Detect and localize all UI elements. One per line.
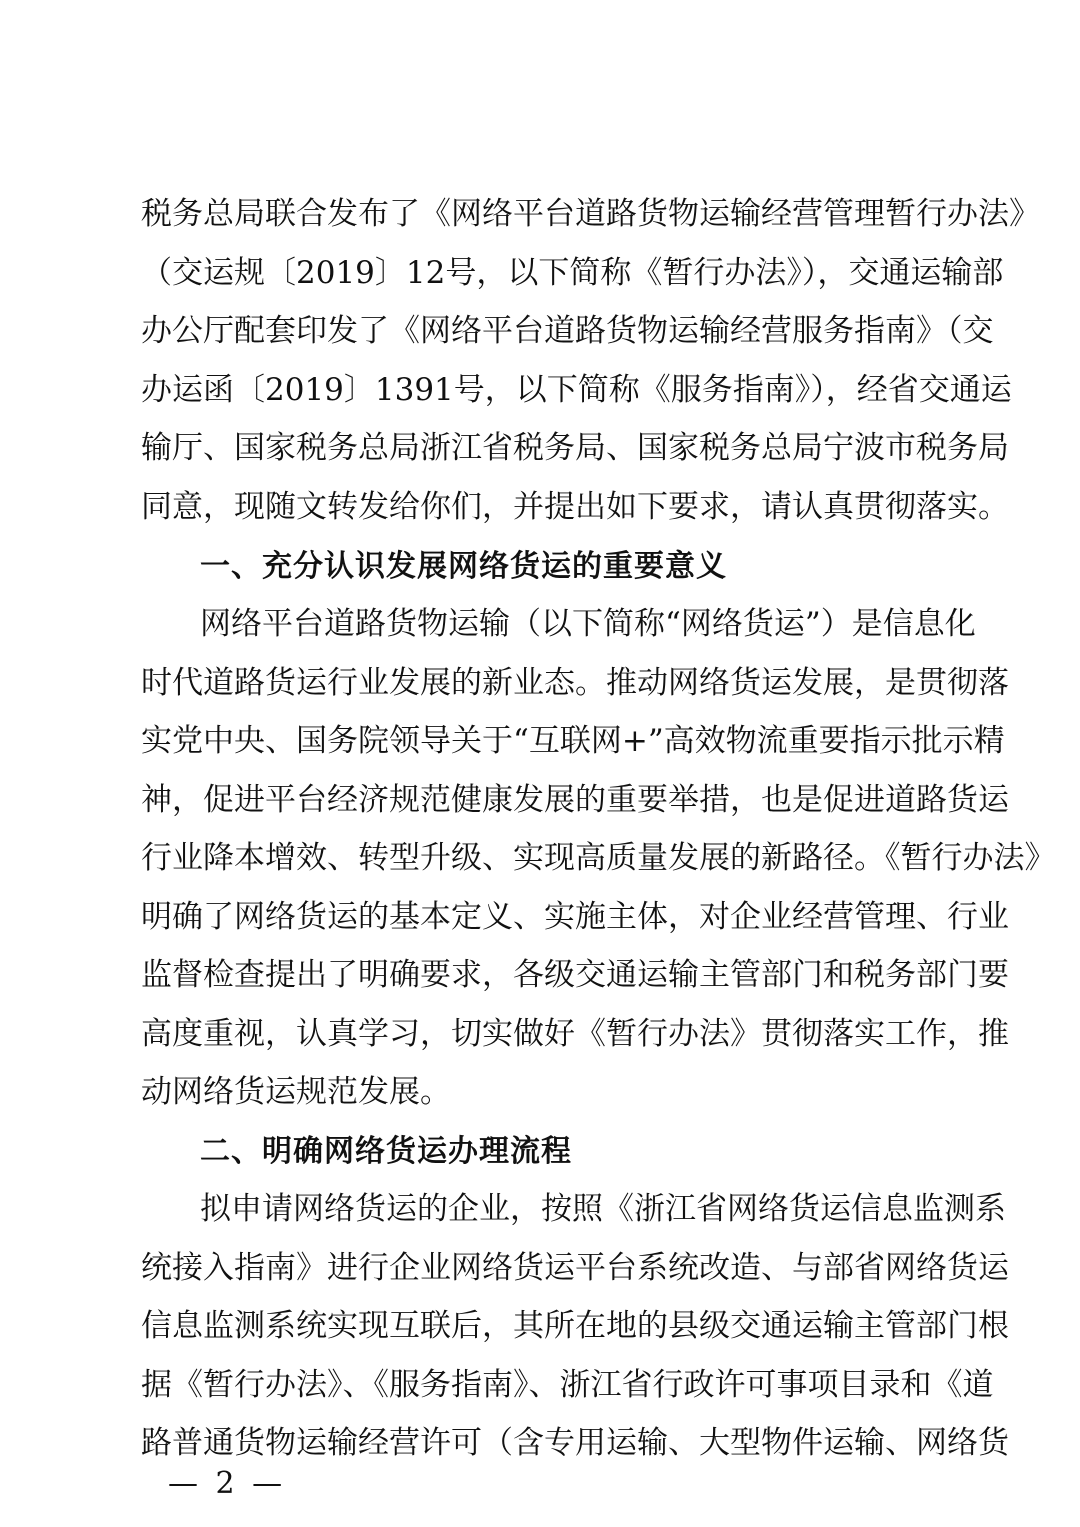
body-text-line: 监督检查提出了明确要求，各级交通运输主管部门和税务部门要 xyxy=(141,957,1009,993)
body-text-line: 路普通货物运输经营许可（含专用运输、大型物件运输、网络货 xyxy=(141,1425,1009,1461)
section-heading: 一、充分认识发展网络货运的重要意义 xyxy=(200,549,727,584)
body-text-line: 办公厅配套印发了《网络平台道路货物运输经营服务指南》（交 xyxy=(141,313,994,349)
body-text-line: 时代道路货运行业发展的新业态。推动网络货运发展，是贯彻落 xyxy=(141,665,1009,701)
body-text-line: 办运函〔2019〕1391号，以下简称《服务指南》），经省交通运 xyxy=(141,372,1012,408)
body-text-line: 信息监测系统实现互联后，其所在地的县级交通运输主管部门根 xyxy=(141,1308,1009,1344)
body-text-line: 同意，现随文转发给你们，并提出如下要求，请认真贯彻落实。 xyxy=(141,489,1009,525)
section-heading: 二、明确网络货运办理流程 xyxy=(200,1134,572,1169)
body-text-line: 税务总局联合发布了《网络平台道路货物运输经营管理暂行办法》 xyxy=(141,196,1040,232)
body-text-line: 明确了网络货运的基本定义、实施主体，对企业经营管理、行业 xyxy=(141,899,1009,935)
body-text-line: 行业降本增效、转型升级、实现高质量发展的新路径。《暂行办法》 xyxy=(141,840,1056,876)
body-text-line: 实党中央、国务院领导关于“互联网+”高效物流重要指示批示精 xyxy=(141,723,1005,759)
body-text-line: （交运规〔2019〕12号，以下简称《暂行办法》），交通运输部 xyxy=(141,255,1004,291)
page-number: — 2 — xyxy=(168,1466,287,1501)
body-text-line: 据《暂行办法》、《服务指南》、浙江省行政许可事项目录和《道 xyxy=(141,1367,994,1403)
body-text-line: 统接入指南》进行企业网络货运平台系统改造、与部省网络货运 xyxy=(141,1250,1009,1286)
body-text-line: 输厅、国家税务总局浙江省税务局、国家税务总局宁波市税务局 xyxy=(141,430,1009,466)
body-text-line: 网络平台道路货物运输（以下简称“网络货运”）是信息化 xyxy=(200,606,976,642)
body-text-line: 拟申请网络货运的企业，按照《浙江省网络货运信息监测系 xyxy=(200,1191,1006,1227)
body-text-line: 神，促进平台经济规范健康发展的重要举措，也是促进道路货运 xyxy=(141,782,1009,818)
body-text-line: 高度重视，认真学习，切实做好《暂行办法》贯彻落实工作，推 xyxy=(141,1016,1009,1052)
body-text-line: 动网络货运规范发展。 xyxy=(141,1074,451,1110)
